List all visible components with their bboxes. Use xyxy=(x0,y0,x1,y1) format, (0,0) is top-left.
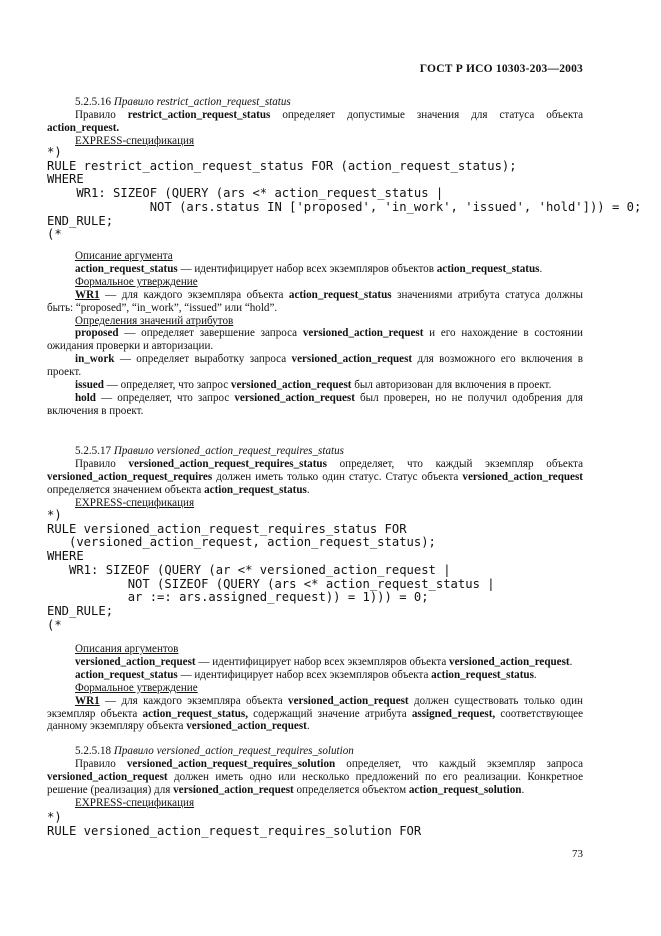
entity-name: versioned_action_request_requires_status xyxy=(128,457,327,470)
text: . xyxy=(569,655,573,668)
code-block-17 xyxy=(47,509,583,632)
text: определяется значением объекта xyxy=(47,483,205,496)
subheading xyxy=(47,682,583,695)
paragraph xyxy=(47,289,583,315)
value-name: issued xyxy=(75,379,104,392)
rule-label: WR1 xyxy=(75,694,100,707)
text: . xyxy=(539,262,543,275)
code-line: (* xyxy=(47,617,62,632)
code-line: WHERE xyxy=(47,172,84,187)
section-number: 5.2.5.16 xyxy=(75,96,112,108)
text: — определяет завершение запроса xyxy=(118,327,303,340)
text: — идентифицирует набор всех экземпляров объектов xyxy=(177,262,437,275)
text: должен существовать только один экземпляр объекта xyxy=(47,694,583,720)
section-5-2-5-17-args xyxy=(47,643,583,733)
text: Правило xyxy=(75,108,128,121)
code-line: RULE restrict_action_request_status FOR (action_request_status); xyxy=(47,158,517,173)
entity-name: versioned_action_request xyxy=(291,353,413,366)
code-line: ar :=: ars.assigned_request)) = 1))) = 0; xyxy=(47,590,429,605)
text: должен иметь только один статус. Статус объекта xyxy=(212,470,463,483)
code-line: NOT (ars.status IN ['proposed', 'in_work', 'issued', 'hold'])) = 0; xyxy=(47,199,642,214)
text: был проверен, но не получил одобрения для включения в проект. xyxy=(47,391,583,417)
text: и его нахождение в состоянии ожидания проверки и авторизации. xyxy=(47,327,583,353)
subheading xyxy=(47,643,583,656)
entity-name: versioned_action_request xyxy=(234,391,355,404)
text: соответствующее данному экземпляру объекта xyxy=(47,707,583,733)
code-block-18 xyxy=(47,811,583,838)
entity-name: restrict_action_request_status xyxy=(127,108,271,121)
code-line: WR1: SIZEOF (QUERY (ars <* action_request_status | xyxy=(47,186,444,201)
express-label: EXPRESS-спецификация xyxy=(75,134,195,147)
section-title: Правило restrict_action_request_status xyxy=(113,96,291,108)
text: — определяет выработку запроса xyxy=(114,353,292,366)
entity-name: versioned_action_request xyxy=(47,770,168,783)
paragraph xyxy=(47,109,583,135)
entity-name: versioned_action_request xyxy=(302,327,424,340)
paragraph xyxy=(47,695,583,734)
text: определяет, что каждый экземпляр объекта xyxy=(326,457,584,470)
text: должен иметь одно или несколько предложений по его реализации. Конкретное решение (реализация) для xyxy=(47,770,583,796)
text: — для каждого экземпляра объекта xyxy=(99,694,289,707)
code-line: END_RULE; xyxy=(47,603,114,618)
text: содержащий значение атрибута xyxy=(248,707,412,720)
formal-heading: Формальное утверждение xyxy=(75,681,198,694)
subheading xyxy=(47,276,583,289)
entity-name: action_request_status, xyxy=(142,707,249,720)
entity-name: action_request. xyxy=(47,121,120,134)
def-heading: Определения значений атрибутов xyxy=(75,314,234,327)
section-5-2-5-18 xyxy=(47,745,583,810)
text: — определяет, что запрос xyxy=(95,391,235,404)
code-line: WHERE xyxy=(47,549,84,564)
code-line: NOT (SIZEOF (QUERY (ars <* action_request_status | xyxy=(47,576,495,591)
entity-name: action_request_status xyxy=(75,262,178,275)
text: определяется объектом xyxy=(293,783,409,796)
arg-heading: Описания аргументов xyxy=(75,643,179,655)
section-heading xyxy=(47,445,583,458)
text: . xyxy=(306,720,310,733)
paragraph xyxy=(47,263,583,276)
code-line: (versioned_action_request, action_request_status); xyxy=(47,535,436,550)
section-5-2-5-16-args xyxy=(47,250,583,418)
entity-name: action_request_solution xyxy=(408,783,522,796)
text: . xyxy=(306,483,310,496)
text: определяет, что каждый экземпляр запроса xyxy=(335,757,584,770)
subheading xyxy=(47,315,583,328)
attribute-name: assigned_request, xyxy=(411,707,496,720)
code-line: *) xyxy=(47,810,62,824)
value-name: in_work xyxy=(75,353,115,366)
entity-name: action_request_status xyxy=(436,262,540,275)
code-line: *) xyxy=(47,508,62,522)
text: — определяет, что запрос xyxy=(103,379,231,392)
entity-name: versioned_action_request xyxy=(288,694,409,707)
section-title: Правило versioned_action_request_requires_status xyxy=(113,445,344,457)
paragraph xyxy=(47,669,583,682)
paragraph xyxy=(47,353,583,379)
text: был авторизован для включения в проект. xyxy=(351,379,552,392)
paragraph xyxy=(47,656,583,669)
entity-name: versioned_action_request xyxy=(449,655,570,668)
paragraph xyxy=(47,379,583,392)
section-title: Правило versioned_action_request_requires_solution xyxy=(113,745,354,757)
section-5-2-5-17 xyxy=(47,445,583,510)
subheading xyxy=(47,250,583,263)
entity-name: versioned_action_request_requires xyxy=(47,470,213,483)
rule-label: WR1 xyxy=(75,288,100,301)
express-label: EXPRESS-спецификация xyxy=(75,496,195,509)
code-line: END_RULE; xyxy=(47,213,114,228)
express-heading xyxy=(47,797,583,810)
entity-name: versioned_action_request xyxy=(230,379,352,392)
page-number: 73 xyxy=(572,848,583,860)
code-line: RULE versioned_action_request_requires_status FOR xyxy=(47,521,407,536)
value-name: proposed xyxy=(75,327,119,340)
entity-name: action_request_status xyxy=(431,668,534,681)
entity-name: action_request_status xyxy=(75,668,178,681)
entity-name: versioned_action_request xyxy=(186,720,307,733)
text: Правило xyxy=(75,757,127,770)
paragraph xyxy=(47,392,583,418)
text: определяет допустимые значения для статуса объекта xyxy=(270,108,583,121)
express-heading xyxy=(47,497,583,510)
section-heading xyxy=(47,96,583,109)
code-line: WR1: SIZEOF (QUERY (ar <* versioned_action_request | xyxy=(47,562,451,577)
text: — идентифицирует набор всех экземпляров объекта xyxy=(177,668,432,681)
entity-name: versioned_action_request xyxy=(75,655,196,668)
text: . xyxy=(533,668,537,681)
text: значениями атрибута статуса должны быть: “proposed”, “in_work”, “issued” или “hold”. xyxy=(47,288,583,314)
paragraph xyxy=(47,327,583,353)
code-line: *) xyxy=(47,145,62,159)
paragraph xyxy=(47,758,583,797)
code-block-16 xyxy=(47,145,642,242)
text: — идентифицирует набор всех экземпляров объекта xyxy=(195,655,450,668)
text: . xyxy=(521,783,525,796)
entity-name: action_request_status xyxy=(288,288,392,301)
arg-heading: Описание аргумента xyxy=(75,250,173,262)
text: Правило xyxy=(75,457,129,470)
section-5-2-5-16 xyxy=(47,96,583,148)
section-number: 5.2.5.17 xyxy=(75,445,112,457)
section-number: 5.2.5.18 xyxy=(75,745,112,757)
text: для возможного его включения в проект. xyxy=(47,353,583,379)
express-label: EXPRESS-спецификация xyxy=(75,796,195,809)
code-line: (* xyxy=(47,227,62,242)
entity-name: versioned_action_request xyxy=(173,783,294,796)
entity-name: versioned_action_request xyxy=(462,470,583,483)
section-heading xyxy=(47,745,583,758)
entity-name: action_request_status xyxy=(204,483,307,496)
text: — для каждого экземпляра объекта xyxy=(99,288,289,301)
document-standard-header: ГОСТ Р ИСО 10303-203—2003 xyxy=(419,63,583,75)
code-line: RULE versioned_action_request_requires_solution FOR xyxy=(47,823,422,838)
value-name: hold xyxy=(75,391,96,404)
paragraph xyxy=(47,458,583,497)
entity-name: versioned_action_request_requires_solution xyxy=(126,757,336,770)
formal-heading: Формальное утверждение xyxy=(75,275,198,288)
